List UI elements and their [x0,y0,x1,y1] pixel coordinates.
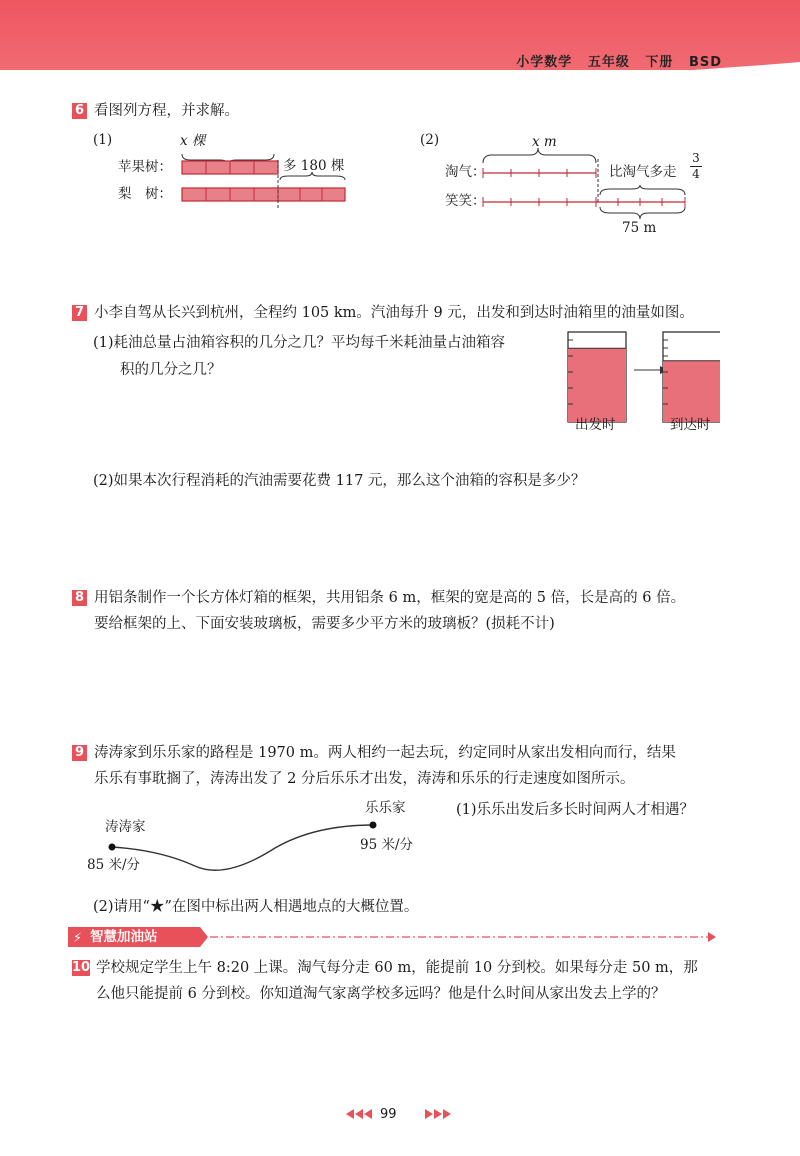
q6-part2-upper-brace [600,185,685,195]
q9-sub2: (2)请用“★”在图中标出两人相遇地点的大概位置。 [93,899,419,915]
edition-label: BSD [688,55,722,70]
fuel-tank-diagram [560,328,720,428]
q6-part2-row2-label: 笑笑： [445,193,486,209]
q9-sub1: (1)乐乐出发后多长时间两人才相遇？ [456,802,695,818]
q9-number: 9 [72,745,87,761]
prev-triangle-icon [364,1109,372,1119]
section-banner-graphic [68,925,720,949]
q6-number: 6 [72,103,87,119]
q6-part2-x-brace [483,148,596,163]
q7-prompt: 小李自驾从长兴到杭州，全程约 105 km。汽油每升 9 元，出发和到达时油箱里的油量如图。 [94,305,694,321]
q6-part1-x-label: x 棵 [180,133,206,149]
subject-label: 小学数学 [516,55,573,70]
fraction-numerator: 3 [690,151,702,167]
route-path [112,825,373,870]
q6-part2-label: (2) [420,132,440,148]
section-banner-title: 智慧加油站 [90,929,158,945]
q10-number: 10 [72,960,91,975]
next-triangle-icon [425,1109,433,1119]
header-meta [506,51,722,70]
prev-triangle-icon [346,1109,354,1119]
q7-sub1-line2: 积的几分之几？ [120,362,222,378]
term-label: 下册 [645,55,674,70]
q7-number: 7 [72,305,87,321]
q6-part2-lower-brace [600,207,685,219]
page-number: 99 [380,1107,397,1122]
q7-sub2: (2)如果本次行程消耗的汽油需要花费 117 元，那么这个油箱的容积是多少？ [93,473,586,489]
tank-start-fill [568,348,626,422]
home-b-dot [370,822,377,829]
q6-part2-distance-label: 75 m [622,220,657,236]
q9-home-a: 涛涛家 [105,819,146,835]
tank-end-label: 到达时 [670,417,711,433]
home-a-dot [109,844,116,851]
fraction-denominator: 4 [692,167,700,181]
tank-start-label: 出发时 [575,417,616,433]
q9-speed-a: 85 米/分 [87,857,141,873]
q6-part2-compare-text: 比淘气多走 [609,164,677,180]
q10-line2: 么他只能提前 6 分到校。你知道淘气家离学校多远吗？他是什么时间从家出发去上学的？ [96,986,666,1002]
q6-part1-label: (1) [93,132,113,148]
q6-part1-more-brace [280,172,345,180]
q6-part2-row1-label: 淘气： [445,164,486,180]
q6-part1-diagram [170,140,360,210]
q6-part2-diagram [480,145,700,220]
runner-icon: ⚡ [73,931,83,946]
q7-sub1-line1: (1)耗油总量占油箱容积的几分之几？平均每千米耗油量占油箱容 [93,335,506,351]
q6-part1-row2-label: 梨 树： [118,186,172,202]
q8-line1: 用铝条制作一个长方体灯箱的框架，共用铝条 6 m，框架的宽是高的 5 倍，长是高的 6 倍。 [94,590,686,606]
tank-end-fill [663,361,720,422]
q9-home-b: 乐乐家 [365,800,406,816]
q8-line2: 要给框架的上、下面安装玻璃板，需要多少平方米的玻璃板？(损耗不计) [94,616,555,632]
q6-part1-row1-label: 苹果树： [118,159,172,175]
q9-line2: 乐乐有事耽搁了，涛涛出发了 2 分后乐乐才出发，涛涛和乐乐的行走速度如图所示。 [94,771,635,787]
header-curve [0,0,800,90]
q6-prompt: 看图列方程，并求解。 [94,103,239,119]
q10-line1: 学校规定学生上午 8:20 上课。淘气每分走 60 m，能提前 10 分到校。如果每分走 50 m，那 [96,960,698,976]
q8-number: 8 [72,590,87,606]
prev-triangle-icon [355,1109,363,1119]
next-triangle-icon [434,1109,442,1119]
q6-part1-more-label: 多 180 棵 [283,158,345,174]
grade-label: 五年级 [587,55,630,70]
banner-arrow-icon [708,932,716,942]
q9-speed-b: 95 米/分 [360,837,414,853]
q9-line1: 涛涛家到乐乐家的路程是 1970 m。两人相约一起去玩，约定同时从家出发相向而行，结果 [94,745,676,761]
next-triangle-icon [443,1109,451,1119]
q6-part2-x-label: x m [532,134,557,150]
